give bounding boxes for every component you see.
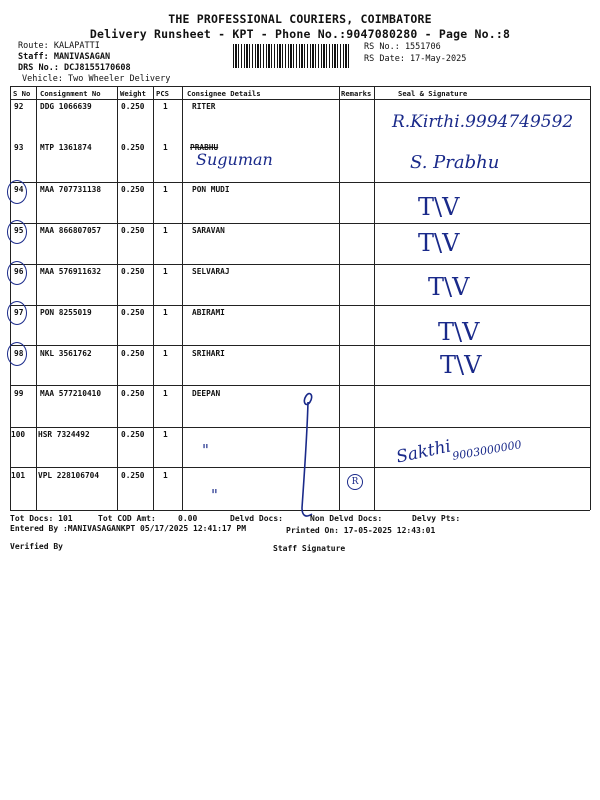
row-pcs: 1: [163, 471, 168, 480]
row-sno: 101: [11, 471, 26, 480]
row-consignment: MAA 707731138: [40, 185, 102, 194]
row-consignee: PRABHU: [190, 143, 219, 152]
total-docs: Tot Docs: 101: [10, 514, 73, 523]
row-weight: 0.250: [121, 308, 145, 317]
route-label: Route: KALAPATTI: [18, 41, 100, 51]
sno-circle-mark: [7, 220, 27, 244]
tv-mark-row-94: T\V: [418, 193, 460, 221]
printed-on: Printed On: 17-05-2025 12:43:01: [286, 526, 436, 535]
delivered-docs-label: Delvd Docs:: [230, 514, 283, 523]
row-consignment: MTP 1361874: [40, 143, 92, 152]
col-header-consignment: Consignment No: [40, 89, 101, 98]
row-weight: 0.250: [121, 102, 145, 111]
company-title: THE PROFESSIONAL COURIERS, COIMBATORE: [168, 12, 432, 26]
signature-row-93: S. Prabhu: [410, 152, 500, 173]
row-weight: 0.250: [121, 349, 145, 358]
signature-row-92: R.Kirthi.9994749592: [392, 112, 574, 132]
barcode: [233, 44, 351, 68]
entered-by: Entered By :MANIVASAGANKPT 05/17/2025 12:41:17 PM: [10, 524, 247, 533]
row-sno: 98: [14, 349, 24, 358]
row-consignment: MAA 577210410: [40, 389, 102, 398]
total-cod-value: 0.00: [178, 514, 198, 523]
row-pcs: 1: [163, 430, 168, 439]
row-weight: 0.250: [121, 471, 145, 480]
row-sno: 94: [14, 185, 24, 194]
row-consignee: ABIRAMI: [192, 308, 225, 317]
row-consignee: DEEPAN: [192, 389, 221, 398]
non-delivered-docs-label: Non Delvd Docs:: [310, 514, 383, 523]
row-pcs: 1: [163, 267, 168, 276]
col-header-pcs: PCS: [156, 89, 169, 98]
row-consignment: MAA 866807057: [40, 226, 102, 235]
delivery-points-label: Delvy Pts:: [412, 514, 461, 523]
row-consignment: VPL 228106704: [38, 471, 100, 480]
phone-row-100: 9003000000: [451, 438, 523, 463]
vehicle-label: Vehicle: Two Wheeler Delivery: [22, 74, 171, 84]
row-weight: 0.250: [121, 226, 145, 235]
total-cod-label: Tot COD Amt:: [98, 514, 156, 523]
col-header-sno: S No: [13, 89, 31, 98]
row-pcs: 1: [163, 389, 168, 398]
sno-circle-mark: [7, 261, 27, 285]
row-consignee: PON MUDI: [192, 185, 230, 194]
row-sno: 97: [14, 308, 24, 317]
row-consignee: SRIHARI: [192, 349, 225, 358]
rs-no-label: RS No.: 1551706: [364, 42, 441, 52]
sno-circle-mark: [7, 342, 27, 366]
row-consignment: HSR 7324492: [38, 430, 90, 439]
tv-mark-row-98: T\V: [440, 351, 482, 379]
tv-mark-row-97: T\V: [438, 318, 480, 346]
row-pcs: 1: [163, 185, 168, 194]
row-sno: 96: [14, 267, 24, 276]
row-consignee: RITER: [192, 102, 216, 111]
row-sno: 100: [11, 430, 26, 439]
row-consignee: SELVARAJ: [192, 267, 230, 276]
ditto-mark-row-100: ": [202, 441, 209, 459]
row-weight: 0.250: [121, 143, 145, 152]
sno-circle-mark: [7, 180, 27, 204]
row-sno: 95: [14, 226, 24, 235]
row-weight: 0.250: [121, 389, 145, 398]
col-header-weight: Weight: [120, 89, 146, 98]
row-weight: 0.250: [121, 267, 145, 276]
row-consignment: MAA 576911632: [40, 267, 102, 276]
row-sno: 93: [14, 143, 24, 152]
row-consignee: SARAVAN: [192, 226, 225, 235]
verified-by-label: Verified By: [10, 542, 63, 551]
row-pcs: 1: [163, 226, 168, 235]
staff-signature-label: Staff Signature: [273, 544, 346, 553]
row-weight: 0.250: [121, 430, 145, 439]
sno-circle-mark: [7, 301, 27, 325]
row-weight: 0.250: [121, 185, 145, 194]
row-consignment: NKL 3561762: [40, 349, 92, 358]
staff-label: Staff: MANIVASAGAN: [18, 52, 111, 62]
handwritten-name-row-93: Suguman: [196, 150, 273, 169]
circled-mark-row-101: R: [347, 474, 363, 490]
rs-date-label: RS Date: 17-May-2025: [364, 54, 467, 64]
ditto-mark-row-101: ": [211, 486, 218, 504]
row-consignment: PON 8255019: [40, 308, 92, 317]
signature-row-100: Sakthi: [394, 436, 453, 468]
row-pcs: 1: [163, 349, 168, 358]
tv-mark-row-96: T\V: [428, 273, 470, 301]
row-consignment: DDG 1066639: [40, 102, 92, 111]
col-header-remarks: Remarks: [341, 89, 372, 98]
row-sno: 99: [14, 389, 24, 398]
row-pcs: 1: [163, 102, 168, 111]
tv-mark-row-95: T\V: [418, 229, 460, 257]
col-header-seal: Seal & Signature: [398, 89, 468, 98]
runsheet-subtitle: Delivery Runsheet - KPT - Phone No.:9047080280 - Page No.:8: [89, 27, 511, 41]
row-pcs: 1: [163, 308, 168, 317]
drs-label: DRS No.: DCJ8155170608: [18, 63, 131, 73]
row-sno: 92: [14, 102, 24, 111]
hand-drawn-bracket-stroke: [290, 388, 320, 523]
row-pcs: 1: [163, 143, 168, 152]
col-header-consignee: Consignee Details: [187, 89, 261, 98]
